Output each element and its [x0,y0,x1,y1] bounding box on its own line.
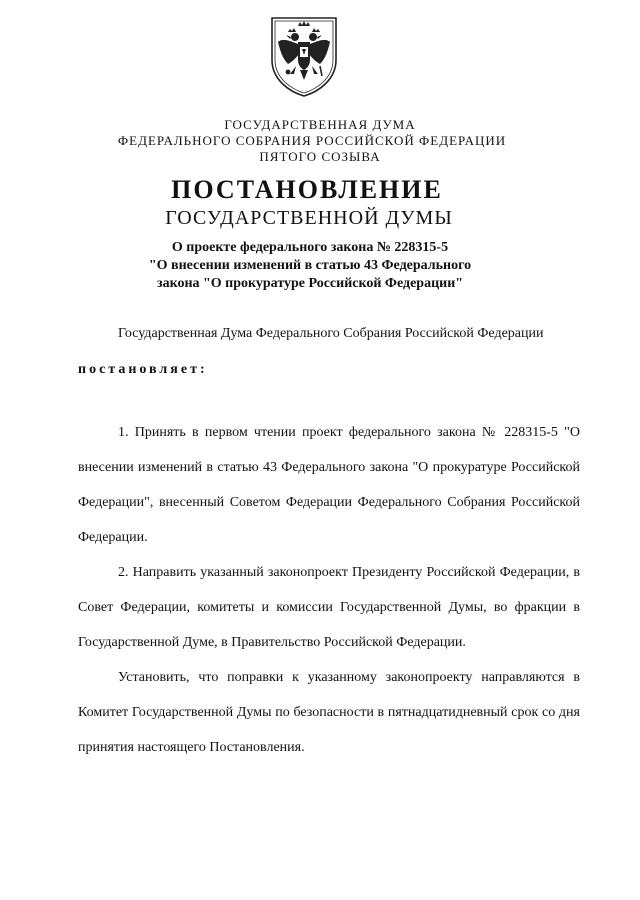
org-title-line-1: ГОСУДАРСТВЕННАЯ ДУМА [224,117,416,132]
document-issuer-heading: ГОСУДАРСТВЕННОЙ ДУМЫ [165,207,453,229]
double-headed-eagle-coat-of-arms-icon [268,14,340,98]
paragraph-1: 1. Принять в первом чтении проект федерального закона № 228315-5 "О внесении изменений в статью 43 Федерального закона "О прокуратуре Российской Федерации", внесенный Советом Федерации Федерального Собрания Российской Федерации. [78,425,580,545]
convocation-line: ПЯТОГО СОЗЫВА [259,149,381,164]
decree-word: постановляет: [78,362,208,377]
subject-line-2: "О внесении изменений в статью 43 Федерального [148,258,472,273]
document-type-heading: ПОСТАНОВЛЕНИЕ [171,175,443,204]
subject-line-3: закона "О прокуратуре Российской Федерации" [156,276,464,291]
subject-line-1: О проекте федерального закона № 228315-5 [171,240,449,255]
preamble-text: Государственная Дума Федерального Собрания Российской Федерации [118,326,544,341]
paragraph-3: Установить, что поправки к указанному законопроекту направляются в Комитет Государственной Думы по безопасности в пятнадцатидневный срок со дня принятия настоящего Постановления. [78,670,580,755]
paragraph-2: 2. Направить указанный законопроект Президенту Российской Федерации, в Совет Федерации, комитеты и комиссии Государственной Думы, во фракции в Государственной Думе, в Правительство Российской Федерации. [78,565,580,650]
org-title-line-2: ФЕДЕРАЛЬНОГО СОБРАНИЯ РОССИЙСКОЙ ФЕДЕРАЦИИ [117,133,507,148]
